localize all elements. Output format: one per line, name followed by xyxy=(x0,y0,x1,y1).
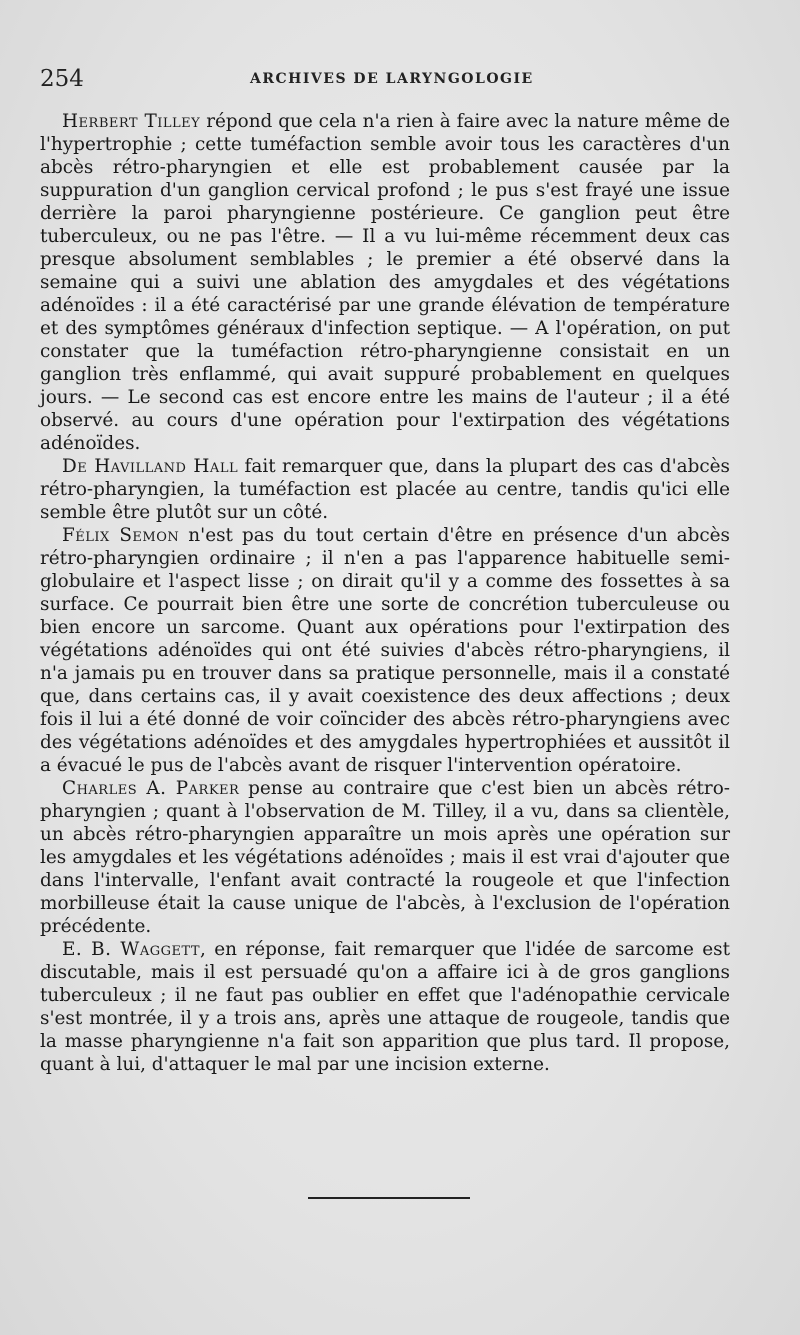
paragraph-tilley xyxy=(40,110,730,455)
body-text xyxy=(40,110,730,1076)
paragraph-text: fait remarquer que, dans la plupart des cas d'abcès rétro-pharyngien, la tuméfaction est placée au centre, tandis qu'ici elle semble être plutôt sur un côté. xyxy=(40,456,730,523)
section-divider xyxy=(308,1197,470,1199)
paragraph-semon xyxy=(40,524,730,777)
paragraph-hall xyxy=(40,455,730,524)
paragraph-text: n'est pas du tout certain d'être en présence d'un abcès rétro-pharyngien ordinaire ; il n'en a pas l'apparence habituelle semi-globulaire et l'aspect lisse ; on dirait qu'il y a comme des fossettes à sa surface. Ce pourrait bien être une sorte de concrétion tuberculeuse ou bien encore un sarcome. Quant aux opérations pour l'extirpation des végétations adénoïdes qui ont été suivies d'abcès rétro-pharyngiens, il n'a jamais pu en trouver dans sa pratique personnelle, mais il a constaté que, dans certains cas, il y avait coexistence des deux affections ; deux fois il lui a été donné de voir coïncider des abcès rétro-pharyngiens avec des végétations adénoïdes et des amygdales hypertrophiées et aussitôt il a évacué le pus de l'abcès avant de risquer l'intervention opératoire. xyxy=(40,525,730,776)
speaker-name: Herbert Tilley xyxy=(62,111,201,132)
page-number: 254 xyxy=(40,66,84,92)
paragraph-text: pense au contraire que c'est bien un abcès rétro-pharyngien ; quant à l'observation de M. Tilley, il a vu, dans sa clientèle, un abcès rétro-pharyngien apparaître un mois après une opération sur les amygdales et les végétations adénoïdes ; mais il est vrai d'ajouter que dans l'intervalle, l'enfant avait contracté la rougeole et que l'infection morbilleuse était la cause unique de l'abcès, à l'exclusion de l'opération précédente. xyxy=(40,778,730,937)
paragraph-waggett xyxy=(40,938,730,1076)
paragraph-parker xyxy=(40,777,730,938)
paragraph-text: , en réponse, fait remarquer que l'idée de sarcome est discutable, mais il est persuadé qu'on a affaire ici à de gros ganglions tuberculeux ; il ne faut pas oublier en effet que l'adénopathie cervicale s'est montrée, il y a trois ans, après une attaque de rougeole, tandis que la masse pharyngienne n'a fait son apparition que plus tard. Il propose, quant à lui, d'attaquer le mal par une incision externe. xyxy=(40,939,730,1075)
running-title: ARCHIVES DE LARYNGOLOGIE xyxy=(250,71,534,87)
page-header xyxy=(40,66,740,96)
speaker-name: Charles A. Parker xyxy=(62,778,240,799)
paragraph-text: répond que cela n'a rien à faire avec la nature même de l'hypertrophie ; cette tuméfaction semble avoir tous les caractères d'un abcès rétro-pharyngien et elle est probablement causée par la suppuration d'un ganglion cervical profond ; le pus s'est frayé une issue derrière la paroi pharyngienne postérieure. Ce ganglion peut être tuberculeux, ou ne pas l'être. — Il a vu lui-même récemment deux cas presque absolument semblables ; le premier a été observé dans la semaine qui a suivi une ablation des amygdales et des végétations adénoïdes : il a été caractérisé par une grande élévation de température et des symptômes généraux d'infection septique. — A l'opération, on put constater que la tuméfaction rétro-pharyngienne consistait en un ganglion très enflammé, qui avait suppuré probablement en quelques jours. — Le second cas est encore entre les mains de l'auteur ; il a été observé. au cours d'une opération pour l'extirpation des végétations adénoïdes. xyxy=(40,111,730,454)
speaker-name: Félix Semon xyxy=(62,525,180,546)
speaker-name: De Havilland Hall xyxy=(62,456,239,477)
speaker-name: E. B. Waggett xyxy=(62,939,201,960)
